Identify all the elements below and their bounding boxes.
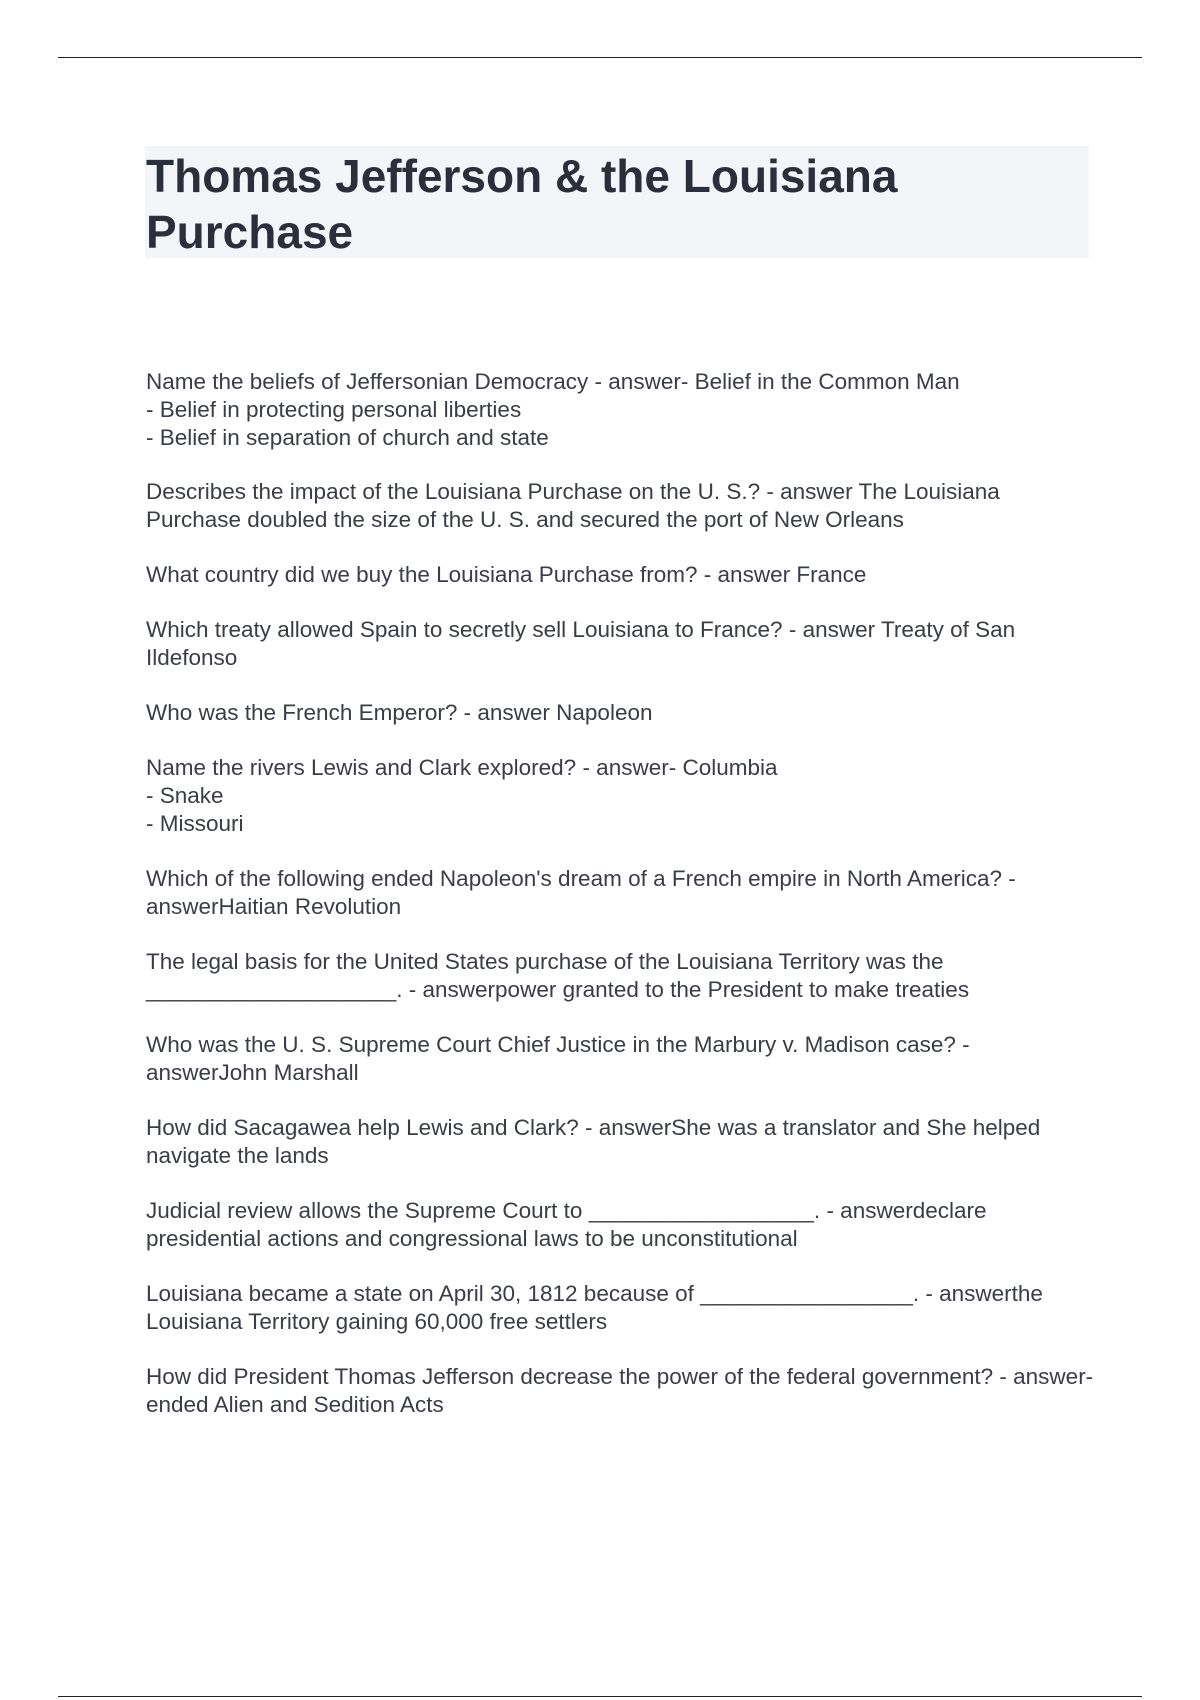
bottom-rule	[58, 1696, 1142, 1697]
qa-item: Describes the impact of the Louisiana Purchase on the U. S.? - answer The Louisiana Purchase doubled the size of the U. S. and secured the port of New Orleans	[146, 479, 1000, 532]
qa-item: How did Sacagawea help Lewis and Clark? - answerShe was a translator and She helped navigate the lands	[146, 1115, 1041, 1168]
qa-list	[146, 368, 1096, 1419]
qa-item: How did President Thomas Jefferson decrease the power of the federal government? - answer- ended Alien and Sedition Acts	[146, 1364, 1094, 1417]
qa-item: What country did we buy the Louisiana Purchase from? - answer France	[146, 562, 867, 587]
top-rule	[58, 57, 1142, 58]
qa-item: Name the beliefs of Jeffersonian Democracy - answer- Belief in the Common Man - Belief in protecting personal liberties - Belief in separation of church and state	[146, 369, 960, 450]
page-title: Thomas Jefferson & the Louisiana Purchase	[146, 150, 898, 258]
qa-item: Which of the following ended Napoleon's dream of a French empire in North America? - answerHaitian Revolution	[146, 866, 1016, 919]
qa-item: Which treaty allowed Spain to secretly sell Louisiana to France? - answer Treaty of San Ildefonso	[146, 617, 1016, 670]
qa-item: Name the rivers Lewis and Clark explored? - answer- Columbia - Snake - Missouri	[146, 755, 778, 836]
qa-item: Louisiana became a state on April 30, 1812 because of _________________. - answerthe Louisiana Territory gaining 60,000 free settlers	[146, 1281, 1043, 1334]
qa-item: Who was the U. S. Supreme Court Chief Justice in the Marbury v. Madison case? - answerJohn Marshall	[146, 1032, 970, 1085]
qa-item: Who was the French Emperor? - answer Napoleon	[146, 700, 653, 725]
qa-item: The legal basis for the United States purchase of the Louisiana Territory was the ____________________. - answerpower granted to the President to make treaties	[146, 949, 970, 1002]
qa-item: Judicial review allows the Supreme Court to __________________. - answerdeclare presidential actions and congressional laws to be unconstitutional	[146, 1198, 987, 1251]
